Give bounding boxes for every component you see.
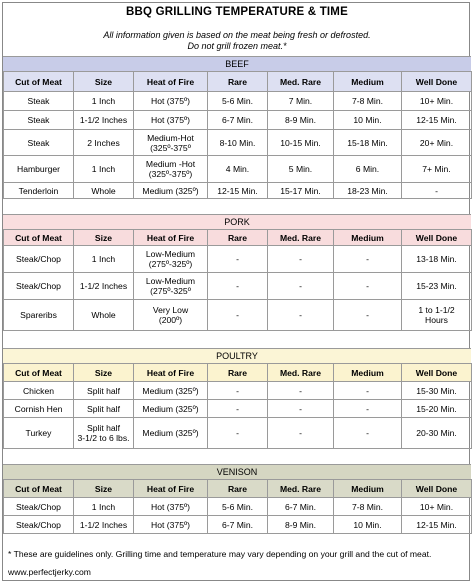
table-cell: 12-15 Min. (208, 183, 268, 199)
header-row (4, 480, 472, 498)
footnote: * These are guidelines only. Grilling time and temperature may vary depending on your grill and the cut of meat. (8, 549, 432, 559)
table-cell: 15-30 Min. (402, 382, 472, 400)
column-header: Medium (334, 364, 402, 382)
column-header: Size (74, 364, 134, 382)
table-cell: 15-20 Min. (402, 400, 472, 418)
column-header: Rare (208, 72, 268, 92)
column-header: Heat of Fire (134, 72, 208, 92)
table-row (4, 418, 472, 449)
column-header: Medium (334, 480, 402, 498)
column-header: Medium (334, 230, 402, 246)
table-cell: 6 Min. (334, 156, 402, 183)
table-cell: 1 Inch (74, 156, 134, 183)
table-cell: - (268, 400, 334, 418)
column-header: Heat of Fire (134, 230, 208, 246)
table-cell: Split half (74, 382, 134, 400)
header-row (4, 364, 472, 382)
table-cell: 10 Min. (334, 111, 402, 130)
table-cell: Medium (325º) (134, 400, 208, 418)
table-cell: - (334, 300, 402, 331)
column-header: Cut of Meat (4, 230, 74, 246)
table-cell: - (268, 418, 334, 449)
table-cell: 1-1/2 Inches (74, 516, 134, 534)
header-row (4, 230, 472, 246)
column-header: Size (74, 480, 134, 498)
table-row (4, 273, 472, 300)
intro-line: All information given is based on the meat being fresh or defrosted. (103, 30, 371, 40)
table-cell: Medium (325º) (134, 418, 208, 449)
table-row (4, 92, 472, 111)
table-cell: 13-18 Min. (402, 246, 472, 273)
table-cell: - (208, 400, 268, 418)
section-title: PORK (3, 214, 471, 229)
table-cell: Steak/Chop (4, 246, 74, 273)
table-row (4, 400, 472, 418)
table-cell: Steak/Chop (4, 516, 74, 534)
table-cell: 15-23 Min. (402, 273, 472, 300)
page-title: BBQ GRILLING TEMPERATURE & TIME (126, 6, 348, 18)
column-header: Heat of Fire (134, 480, 208, 498)
table-cell: Steak (4, 130, 74, 156)
column-header: Well Done (402, 480, 472, 498)
table-cell: - (268, 300, 334, 331)
table-cell: Steak (4, 111, 74, 130)
table-cell: Medium -Hot (325º-375º) (134, 156, 208, 183)
table-cell: Medium-Hot (325º-375º (134, 130, 208, 156)
column-header: Med. Rare (268, 230, 334, 246)
table-cell: Hot (375º) (134, 516, 208, 534)
table-cell: - (268, 246, 334, 273)
column-header: Cut of Meat (4, 480, 74, 498)
table-cell: 6-7 Min. (208, 111, 268, 130)
intro-line: Do not grill frozen meat.* (187, 41, 287, 51)
table-cell: Split half 3-1/2 to 6 lbs. (74, 418, 134, 449)
table-cell: - (208, 273, 268, 300)
column-header: Heat of Fire (134, 364, 208, 382)
table-cell: Turkey (4, 418, 74, 449)
table-cell: - (208, 300, 268, 331)
section-title: BEEF (3, 56, 471, 71)
column-header: Med. Rare (268, 72, 334, 92)
table-cell: 8-10 Min. (208, 130, 268, 156)
column-header: Cut of Meat (4, 364, 74, 382)
table-cell: - (208, 382, 268, 400)
column-header: Rare (208, 364, 268, 382)
table-cell: Cornish Hen (4, 400, 74, 418)
column-header: Size (74, 230, 134, 246)
column-header: Well Done (402, 230, 472, 246)
website: www.perfectjerky.com (8, 567, 91, 577)
table-cell: Hamburger (4, 156, 74, 183)
table-row (4, 246, 472, 273)
table-cell: - (334, 400, 402, 418)
table-cell: 1-1/2 Inches (74, 111, 134, 130)
table-cell: 5-6 Min. (208, 92, 268, 111)
table-row (4, 111, 472, 130)
table-cell: 20+ Min. (402, 130, 472, 156)
section-title: VENISON (3, 464, 471, 479)
column-header: Size (74, 72, 134, 92)
table-cell: Steak (4, 92, 74, 111)
column-header: Med. Rare (268, 480, 334, 498)
table-cell: - (208, 246, 268, 273)
table-row (4, 382, 472, 400)
table-cell: 6-7 Min. (268, 498, 334, 516)
column-header: Well Done (402, 72, 472, 92)
table-row (4, 498, 472, 516)
table-cell: Spareribs (4, 300, 74, 331)
column-header: Cut of Meat (4, 72, 74, 92)
table-cell: Medium (325º) (134, 183, 208, 199)
table-cell: 18-23 Min. (334, 183, 402, 199)
beef-table (3, 71, 472, 199)
table-cell: - (268, 382, 334, 400)
poultry-table (3, 363, 472, 449)
table-cell: 5 Min. (268, 156, 334, 183)
table-cell: 6-7 Min. (208, 516, 268, 534)
table-row (4, 156, 472, 183)
table-cell: 1-1/2 Inches (74, 273, 134, 300)
table-cell: 10+ Min. (402, 92, 472, 111)
table-row (4, 300, 472, 331)
table-cell: 1 Inch (74, 92, 134, 111)
table-cell: - (208, 418, 268, 449)
table-cell: - (334, 382, 402, 400)
table-cell: - (334, 246, 402, 273)
table-cell: 1 Inch (74, 246, 134, 273)
table-cell: 1 to 1-1/2 Hours (402, 300, 472, 331)
table-cell: 5-6 Min. (208, 498, 268, 516)
table-cell: Medium (325º) (134, 382, 208, 400)
table-cell: 15-18 Min. (334, 130, 402, 156)
column-header: Rare (208, 480, 268, 498)
table-cell: 12-15 Min. (402, 516, 472, 534)
table-cell: 7-8 Min. (334, 92, 402, 111)
section-title: POULTRY (3, 348, 471, 363)
column-header: Medium (334, 72, 402, 92)
table-cell: 15-17 Min. (268, 183, 334, 199)
table-cell: Whole (74, 300, 134, 331)
table-cell: - (334, 418, 402, 449)
table-cell: Hot (375º) (134, 111, 208, 130)
header-row (4, 72, 472, 92)
venison-table (3, 479, 472, 534)
table-row (4, 130, 472, 156)
table-cell: Split half (74, 400, 134, 418)
table-cell: Tenderloin (4, 183, 74, 199)
pork-table (3, 229, 472, 331)
table-cell: Very Low (200º) (134, 300, 208, 331)
column-header: Well Done (402, 364, 472, 382)
table-cell: Steak/Chop (4, 273, 74, 300)
table-cell: Steak/Chop (4, 498, 74, 516)
section-beef (3, 56, 471, 199)
table-cell: Low-Medium (275º-325º) (134, 246, 208, 273)
table-cell: 7 Min. (268, 92, 334, 111)
table-row (4, 516, 472, 534)
table-cell: 1 Inch (74, 498, 134, 516)
table-cell: 8-9 Min. (268, 111, 334, 130)
table-cell: 2 Inches (74, 130, 134, 156)
table-cell: Chicken (4, 382, 74, 400)
section-pork (3, 214, 471, 331)
column-header: Med. Rare (268, 364, 334, 382)
intro-text (0, 30, 474, 52)
table-cell: 10+ Min. (402, 498, 472, 516)
table-cell: - (268, 273, 334, 300)
table-cell: 12-15 Min. (402, 111, 472, 130)
table-cell: 20-30 Min. (402, 418, 472, 449)
table-cell: Low-Medium (275º-325º (134, 273, 208, 300)
section-venison (3, 464, 471, 534)
column-header: Rare (208, 230, 268, 246)
table-cell: 7-8 Min. (334, 498, 402, 516)
table-cell: 10-15 Min. (268, 130, 334, 156)
table-cell: 10 Min. (334, 516, 402, 534)
table-cell: 8-9 Min. (268, 516, 334, 534)
section-poultry (3, 348, 471, 449)
table-cell: 4 Min. (208, 156, 268, 183)
table-cell: Hot (375º) (134, 498, 208, 516)
table-cell: Hot (375º) (134, 92, 208, 111)
table-cell: - (402, 183, 472, 199)
table-cell: Whole (74, 183, 134, 199)
table-row (4, 183, 472, 199)
table-cell: 7+ Min. (402, 156, 472, 183)
table-cell: - (334, 273, 402, 300)
